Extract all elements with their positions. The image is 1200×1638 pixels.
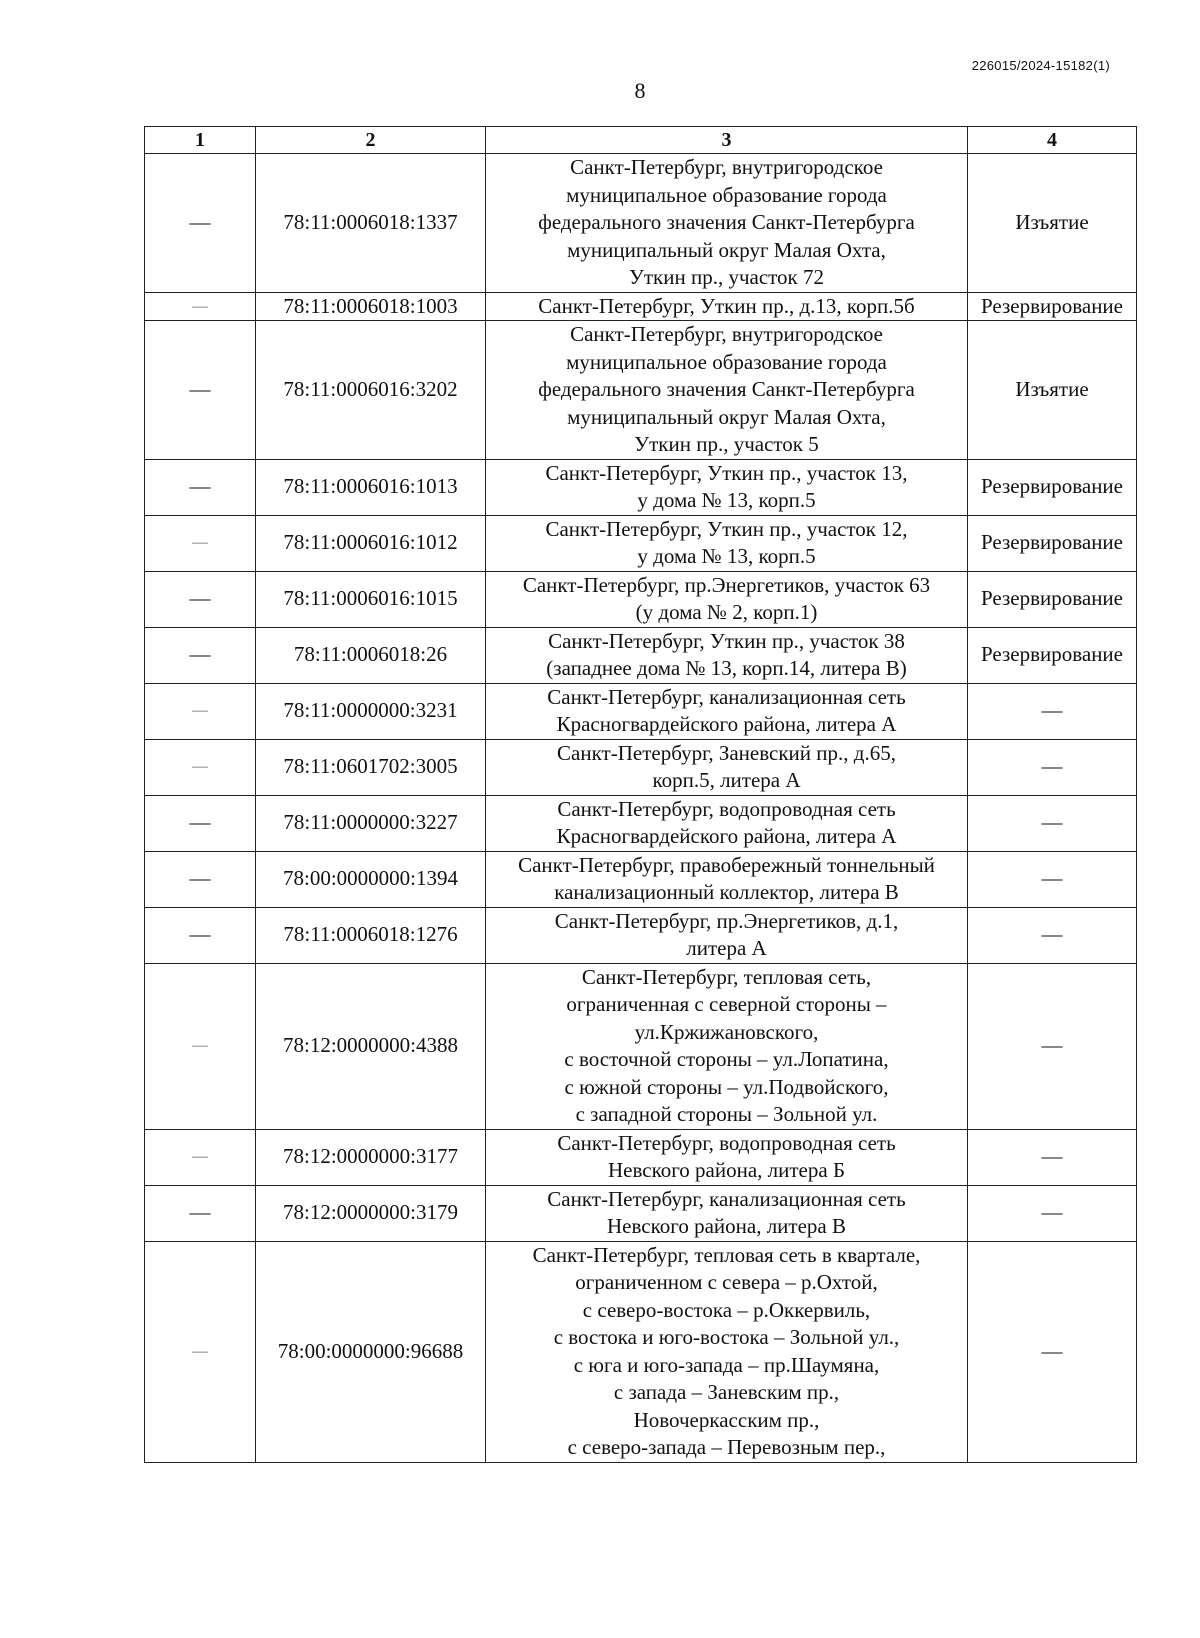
address-line: ул.Кржижановского,: [634, 1019, 819, 1044]
row-number-cell: —: [145, 459, 256, 515]
cadastral-number-cell: 78:11:0000000:3231: [256, 683, 486, 739]
action-cell: —: [968, 963, 1137, 1129]
action-cell: —: [968, 1129, 1137, 1185]
address-line: с юга и юго-запада – пр.Шаумяна,: [573, 1352, 880, 1377]
row-number-cell: —: [145, 1129, 256, 1185]
action-cell: Резервирование: [968, 571, 1137, 627]
address-line: с северо-востока – р.Оккервиль,: [582, 1297, 871, 1322]
action-cell: Резервирование: [968, 627, 1137, 683]
address-line: Уткин пр., участок 5: [634, 432, 819, 456]
table-row: [145, 515, 1137, 571]
address-cell: [486, 571, 968, 627]
action-cell: —: [968, 907, 1137, 963]
address-line: у дома № 13, корп.5: [637, 544, 816, 568]
address-line: Санкт-Петербург, Уткин пр., участок 13,: [545, 460, 908, 485]
row-number-cell: —: [145, 1185, 256, 1241]
address-cell: [486, 292, 968, 321]
cadastral-number-cell: 78:12:0000000:3177: [256, 1129, 486, 1185]
address-cell: [486, 795, 968, 851]
table-row: [145, 1185, 1137, 1241]
address-line: федерального значения Санкт-Петербурга: [538, 377, 915, 401]
address-cell: [486, 739, 968, 795]
address-cell: [486, 154, 968, 293]
address-line: Санкт-Петербург, пр.Энергетиков, д.1,: [554, 908, 899, 933]
address-line: Санкт-Петербург, Уткин пр., участок 12,: [545, 516, 908, 541]
table-row: [145, 851, 1137, 907]
cadastral-number-cell: 78:11:0006016:3202: [256, 321, 486, 460]
row-number-cell: —: [145, 683, 256, 739]
cadastral-number-cell: 78:11:0601702:3005: [256, 739, 486, 795]
action-cell: —: [968, 739, 1137, 795]
row-number-cell: —: [145, 795, 256, 851]
address-cell: [486, 907, 968, 963]
row-number-cell: —: [145, 571, 256, 627]
address-line: у дома № 13, корп.5: [637, 488, 816, 512]
address-cell: [486, 963, 968, 1129]
cadastral-number-cell: 78:11:0006018:1337: [256, 154, 486, 293]
document-id: 226015/2024-15182(1): [971, 58, 1110, 73]
table-body: [145, 154, 1137, 1463]
table-row: [145, 795, 1137, 851]
cadastral-number-cell: 78:12:0000000:3179: [256, 1185, 486, 1241]
row-number-cell: —: [145, 1241, 256, 1462]
address-line: Санкт-Петербург, тепловая сеть,: [581, 964, 872, 989]
address-line: Невского района, литера Б: [607, 1158, 846, 1182]
action-cell: —: [968, 683, 1137, 739]
table-row: [145, 1241, 1137, 1462]
address-line: Санкт-Петербург, водопроводная сеть: [557, 796, 896, 821]
cadastral-number-cell: 78:00:0000000:1394: [256, 851, 486, 907]
address-line: Санкт-Петербург, водопроводная сеть: [557, 1130, 896, 1155]
address-line: Уткин пр., участок 72: [628, 265, 825, 289]
address-cell: [486, 1185, 968, 1241]
row-number-cell: —: [145, 627, 256, 683]
address-line: Красногвардейского района, литера А: [556, 824, 897, 848]
address-line: Санкт-Петербург, Заневский пр., д.65,: [557, 740, 896, 765]
address-cell: [486, 683, 968, 739]
action-cell: —: [968, 1241, 1137, 1462]
column-header-3: 3: [486, 127, 968, 154]
land-plot-table: [144, 126, 1137, 1463]
table-header-row: [145, 127, 1137, 154]
table-row: [145, 683, 1137, 739]
address-line: с востока и юго-востока – Зольной ул.,: [553, 1325, 900, 1349]
address-cell: [486, 851, 968, 907]
cadastral-number-cell: 78:11:0006016:1015: [256, 571, 486, 627]
address-line: с южной стороны – ул.Подвойского,: [564, 1074, 889, 1099]
address-line: с восточной стороны – ул.Лопатина,: [564, 1047, 889, 1071]
table-row: [145, 321, 1137, 460]
address-line: муниципальное образование города: [566, 182, 887, 207]
row-number-cell: —: [145, 851, 256, 907]
column-header-2: 2: [256, 127, 486, 154]
action-cell: Изъятие: [968, 321, 1137, 460]
address-line: ограниченная с северной стороны –: [566, 992, 887, 1016]
column-header-1: 1: [145, 127, 256, 154]
row-number-cell: —: [145, 292, 256, 321]
address-line: муниципальный округ Малая Охта,: [567, 237, 886, 262]
address-line: (у дома № 2, корп.1): [635, 600, 818, 624]
cadastral-number-cell: 78:11:0006016:1012: [256, 515, 486, 571]
action-cell: Резервирование: [968, 515, 1137, 571]
action-cell: Изъятие: [968, 154, 1137, 293]
address-line: с северо-запада – Перевозным пер.,: [567, 1435, 886, 1459]
address-line: Невского района, литера В: [607, 1214, 846, 1238]
address-line: канализационный коллектор, литера В: [554, 880, 899, 904]
column-header-4: 4: [968, 127, 1137, 154]
action-cell: —: [968, 851, 1137, 907]
cadastral-number-cell: 78:11:0006018:1276: [256, 907, 486, 963]
row-number-cell: —: [145, 963, 256, 1129]
address-line: муниципальный округ Малая Охта,: [567, 404, 886, 429]
table-row: [145, 292, 1137, 321]
table-row: [145, 154, 1137, 293]
address-cell: [486, 627, 968, 683]
table-row: [145, 627, 1137, 683]
address-line: Санкт-Петербург, Уткин пр., д.13, корп.5б: [538, 293, 915, 318]
address-line: Санкт-Петербург, Уткин пр., участок 38: [548, 628, 905, 653]
table-row: [145, 963, 1137, 1129]
address-line: муниципальное образование города: [566, 349, 887, 374]
address-line: ограниченном с севера – р.Охтой,: [575, 1270, 878, 1294]
cadastral-number-cell: 78:11:0006018:26: [256, 627, 486, 683]
address-cell: [486, 1129, 968, 1185]
address-line: Санкт-Петербург, внутригородское: [570, 322, 883, 346]
address-line: Санкт-Петербург, канализационная сеть: [547, 684, 906, 709]
address-cell: [486, 459, 968, 515]
row-number-cell: —: [145, 321, 256, 460]
action-cell: Резервирование: [968, 292, 1137, 321]
table-row: [145, 459, 1137, 515]
address-line: Санкт-Петербург, правобережный тоннельный: [518, 852, 935, 877]
address-line: Санкт-Петербург, внутригородское: [570, 155, 883, 179]
address-line: федерального значения Санкт-Петербурга: [538, 210, 915, 234]
action-cell: Резервирование: [968, 459, 1137, 515]
address-line: Санкт-Петербург, канализационная сеть: [547, 1186, 906, 1211]
table-row: [145, 907, 1137, 963]
cadastral-number-cell: 78:11:0000000:3227: [256, 795, 486, 851]
cadastral-number-cell: 78:00:0000000:96688: [256, 1241, 486, 1462]
cadastral-number-cell: 78:11:0006018:1003: [256, 292, 486, 321]
address-line: Санкт-Петербург, тепловая сеть в квартале,: [532, 1242, 921, 1267]
cadastral-number-cell: 78:12:0000000:4388: [256, 963, 486, 1129]
row-number-cell: —: [145, 739, 256, 795]
table-row: [145, 571, 1137, 627]
address-line: литера А: [686, 936, 767, 960]
address-line: с западной стороны – Зольной ул.: [575, 1102, 878, 1126]
address-line: Новочеркасским пр.,: [633, 1407, 820, 1432]
address-cell: [486, 1241, 968, 1462]
row-number-cell: —: [145, 907, 256, 963]
address-line: (западнее дома № 13, корп.14, литера В): [546, 656, 907, 680]
address-line: с запада – Заневским пр.,: [613, 1380, 840, 1404]
row-number-cell: —: [145, 515, 256, 571]
table-row: [145, 1129, 1137, 1185]
address-line: корп.5, литера А: [652, 768, 801, 792]
cadastral-number-cell: 78:11:0006016:1013: [256, 459, 486, 515]
address-line: Санкт-Петербург, пр.Энергетиков, участок 63: [522, 572, 931, 597]
action-cell: —: [968, 795, 1137, 851]
page-number: 8: [634, 78, 646, 103]
address-cell: [486, 321, 968, 460]
action-cell: —: [968, 1185, 1137, 1241]
row-number-cell: —: [145, 154, 256, 293]
table-row: [145, 739, 1137, 795]
address-cell: [486, 515, 968, 571]
address-line: Красногвардейского района, литера А: [556, 712, 897, 736]
